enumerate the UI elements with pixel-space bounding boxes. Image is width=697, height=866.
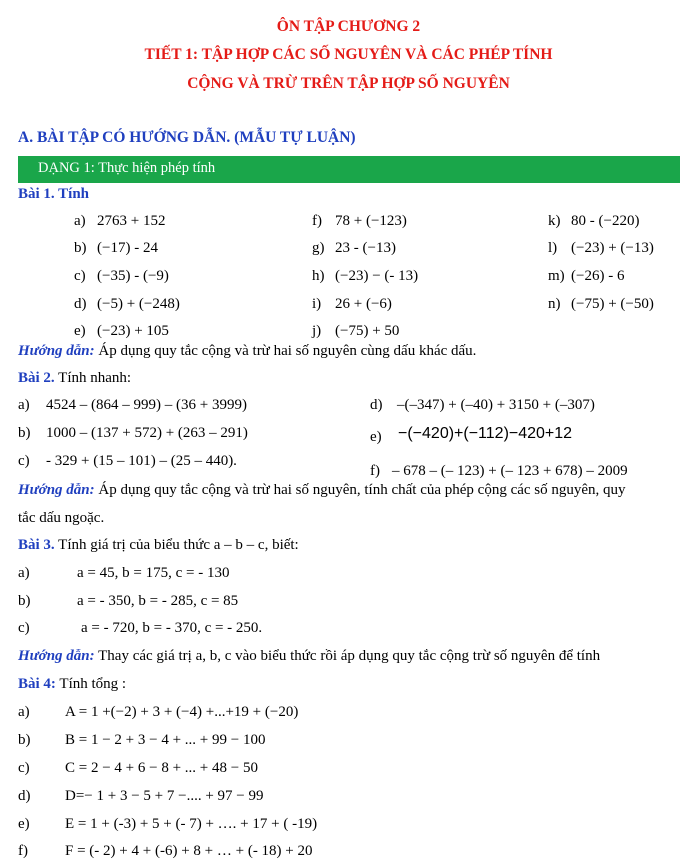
bai-2-hint <box>18 482 626 499</box>
hint-label: Hướng dẫn: <box>18 343 95 359</box>
bai-2-item-expr: –(–347) + (–40) + 3150 + (–307) <box>397 397 595 413</box>
hint-label: Hướng dẫn: <box>18 482 95 498</box>
bai-1-item-expr: (−5) + (−248) <box>97 296 180 312</box>
bai-2-item-label: f) <box>370 463 380 479</box>
bai-1-item-label: n) <box>548 296 561 312</box>
bai-1-item-expr: (−26) - 6 <box>571 268 625 284</box>
bai-1-item-expr: (−75) + (−50) <box>571 296 654 312</box>
bai-2-item-label: b) <box>18 425 31 441</box>
bai-4-title-rest: Tính tổng : <box>55 676 127 692</box>
bai-4-item-expr: E = 1 + (-3) + 5 + (- 7) + …. + 17 + ( -19) <box>65 816 318 832</box>
bai-2-title-bold: Bài 2. <box>18 370 55 386</box>
bai-1-item-label: a) <box>74 213 86 229</box>
bai-1-item-label: i) <box>312 296 322 312</box>
bai-4-title <box>18 676 126 693</box>
bai-4-item-label: d) <box>18 788 31 804</box>
bai-4-item-expr: F = (- 2) + 4 + (-6) + 8 + … + (- 18) + 20 <box>65 843 313 859</box>
bai-1-item-expr: 2763 + 152 <box>97 213 166 229</box>
bai-3-title <box>18 537 299 554</box>
hint-text: Áp dụng quy tắc cộng và trừ hai số nguyên, tính chất của phép cộng các số nguyên, quy <box>94 482 626 498</box>
bai-3-title-rest: Tính giá trị của biểu thức a – b – c, biết: <box>54 537 299 553</box>
hint-text: Áp dụng quy tắc cộng và trừ hai số nguyên cùng dấu khác dấu. <box>94 343 477 359</box>
bai-4-item-expr: D=− 1 + 3 − 5 + 7 −.... + 97 − 99 <box>65 788 264 804</box>
bai-2-item-expr: 4524 – (864 – 999) – (36 + 3999) <box>46 397 247 413</box>
bai-1-item-label: e) <box>74 323 86 339</box>
bai-1-item-expr: 78 + (−123) <box>335 213 407 229</box>
bai-1-item-label: h) <box>312 268 325 284</box>
bai-3-title-bold: Bài 3. <box>18 537 55 553</box>
bai-1-title: Bài 1. Tính <box>18 186 90 202</box>
bai-3-item-expr: a = 45, b = 175, c = - 130 <box>77 565 230 581</box>
bai-2-item-expr: - 329 + (15 – 101) – (25 – 440). <box>46 453 237 469</box>
bai-2-item-label: d) <box>370 397 383 413</box>
bai-2-item-expr: – 678 – (– 123) + (– 123 + 678) – 2009 <box>392 463 628 479</box>
bai-3-item-label: a) <box>18 565 30 581</box>
bai-2-item-label: c) <box>18 453 30 469</box>
bai-4-item-expr: C = 2 − 4 + 6 − 8 + ... + 48 − 50 <box>65 760 258 776</box>
bai-1-item-label: l) <box>548 240 558 256</box>
bai-2-item-label: e) <box>370 429 382 445</box>
bai-1-hint <box>18 343 476 360</box>
bai-2-item-label: a) <box>18 397 30 413</box>
bai-4-item-label: a) <box>18 704 30 720</box>
bai-4-item-label: b) <box>18 732 31 748</box>
bai-1-item-expr: (−23) + 105 <box>97 323 169 339</box>
bai-1-item-expr: 80 - (−220) <box>571 213 640 229</box>
bai-4-item-expr: A = 1 +(−2) + 3 + (−4) +...+19 + (−20) <box>65 704 299 720</box>
bai-1-item-expr: (−35) - (−9) <box>97 268 169 284</box>
bai-1-item-label: d) <box>74 296 87 312</box>
bai-1-item-label: g) <box>312 240 325 256</box>
title-line-1: ÔN TẬP CHƯƠNG 2 <box>276 18 421 35</box>
bai-3-item-label: b) <box>18 593 31 609</box>
bai-1-item-label: b) <box>74 240 87 256</box>
bai-4-item-label: e) <box>18 816 30 832</box>
bai-1-item-expr: (−75) + 50 <box>335 323 400 339</box>
bai-2-title-rest: Tính nhanh: <box>54 370 132 386</box>
bai-4-item-label: f) <box>18 843 28 859</box>
hint-text: Thay các giá trị a, b, c vào biểu thức rồi áp dụng quy tắc cộng trừ số nguyên để tính <box>94 648 601 664</box>
bai-1-item-expr: (−17) - 24 <box>97 240 158 256</box>
bai-1-item-label: j) <box>312 323 322 339</box>
bai-4-title-bold: Bài 4: <box>18 676 56 692</box>
bai-2-item-expr: 1000 – (137 + 572) + (263 – 291) <box>46 425 248 441</box>
hint-label: Hướng dẫn: <box>18 648 95 664</box>
bai-1-item-label: c) <box>74 268 86 284</box>
section-a-heading: A. BÀI TẬP CÓ HƯỚNG DẪN. (MẪU TỰ LUẬN) <box>18 129 356 146</box>
bai-2-item-expr: −(−420)+(−112)−420+12 <box>398 425 573 442</box>
dang-1-banner <box>18 156 680 183</box>
bai-3-item-expr: a = - 720, b = - 370, c = - 250. <box>81 620 263 636</box>
bai-4-item-expr: B = 1 − 2 + 3 − 4 + ... + 99 − 100 <box>65 732 266 748</box>
bai-1-item-expr: (−23) + (−13) <box>571 240 654 256</box>
bai-2-title <box>18 370 131 387</box>
bai-3-item-label: c) <box>18 620 30 636</box>
bai-1-item-expr: 26 + (−6) <box>335 296 392 312</box>
bai-4-item-label: c) <box>18 760 30 776</box>
bai-3-hint <box>18 648 600 665</box>
bai-3-item-expr: a = - 350, b = - 285, c = 85 <box>77 593 239 609</box>
bai-1-item-label: f) <box>312 213 322 229</box>
bai-1-item-expr: (−23) − (- 13) <box>335 268 419 284</box>
bai-2-hint-continued: tắc dấu ngoặc. <box>18 510 105 526</box>
bai-1-item-label: m) <box>548 268 565 284</box>
title-line-3: CỘNG VÀ TRỪ TRÊN TẬP HỢP SỐ NGUYÊN <box>187 75 510 92</box>
bai-1-item-label: k) <box>548 213 561 229</box>
bai-1-item-expr: 23 - (−13) <box>335 240 396 256</box>
dang-1-label: DẠNG 1: Thực hiện phép tính <box>38 160 216 176</box>
title-line-2: TIẾT 1: TẬP HỢP CÁC SỐ NGUYÊN VÀ CÁC PHÉP TÍNH <box>144 46 553 63</box>
